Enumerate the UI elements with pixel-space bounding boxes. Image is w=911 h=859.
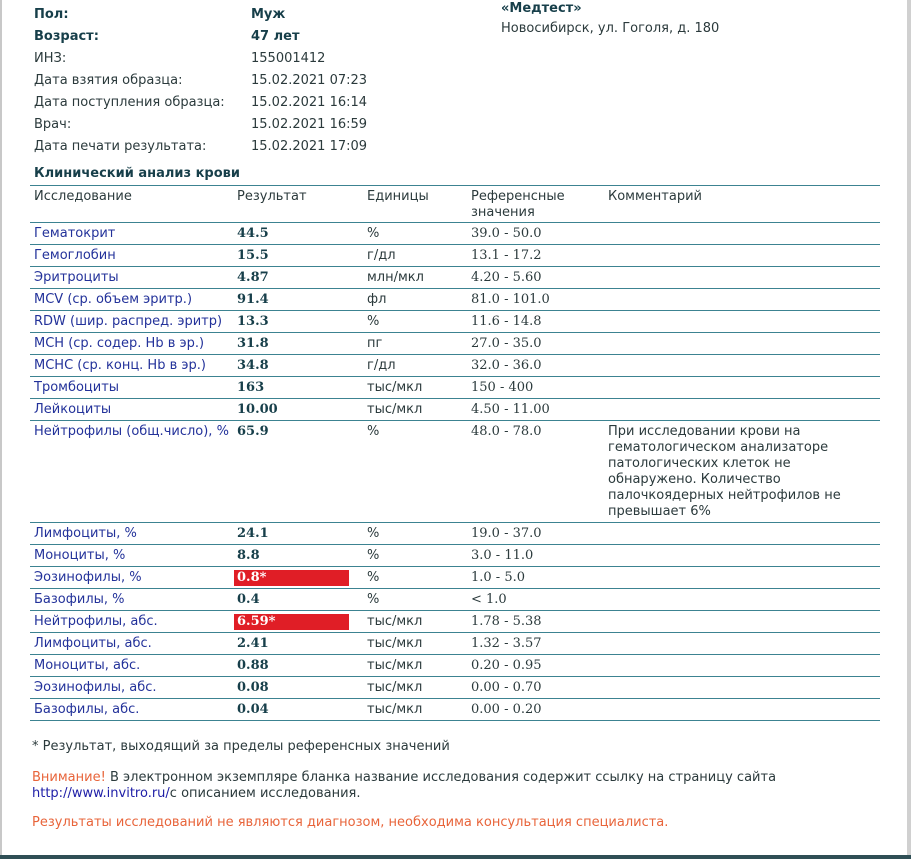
test-units: г/дл <box>363 245 467 267</box>
patient-info-row <box>34 135 494 157</box>
test-comment <box>604 567 880 589</box>
table-row <box>30 267 880 289</box>
test-units: % <box>363 545 467 567</box>
table-row <box>30 699 880 721</box>
test-comment <box>604 677 880 699</box>
patient-info-value: 15.02.2021 16:59 <box>251 116 368 132</box>
test-units: млн/мкл <box>363 267 467 289</box>
test-units: тыс/мкл <box>363 611 467 633</box>
test-name[interactable]: Моноциты, % <box>30 545 233 567</box>
test-result-value: 44.5 <box>237 226 269 241</box>
test-result-value: 0.4 <box>237 592 260 607</box>
lab-address: Новосибирск, ул. Гоголя, д. 180 <box>501 21 720 36</box>
section-title: Клинический анализ крови <box>34 166 240 181</box>
test-result-value: 8.8 <box>237 548 260 563</box>
test-reference: 1.32 - 3.57 <box>467 633 604 655</box>
test-result <box>233 567 363 589</box>
test-result-value: 15.5 <box>237 248 269 263</box>
disclaimer: Результаты исследований не являются диагнозом, необходима консультация специалиста. <box>32 815 669 830</box>
test-name[interactable]: Эритроциты <box>30 267 233 289</box>
test-reference: 4.20 - 5.60 <box>467 267 604 289</box>
test-result-value: 91.4 <box>237 292 269 307</box>
patient-info-row <box>34 69 494 91</box>
test-reference: 13.1 - 17.2 <box>467 245 604 267</box>
test-name[interactable]: Гемоглобин <box>30 245 233 267</box>
test-reference: < 1.0 <box>467 589 604 611</box>
patient-info-row <box>34 91 494 113</box>
test-result <box>233 523 363 545</box>
table-row <box>30 589 880 611</box>
table-row <box>30 245 880 267</box>
test-result <box>233 545 363 567</box>
patient-info-row <box>34 113 494 135</box>
invitro-link[interactable]: http://www.invitro.ru/ <box>32 786 170 801</box>
table-row <box>30 545 880 567</box>
test-result <box>233 223 363 245</box>
test-result <box>233 589 363 611</box>
header-comment: Комментарий <box>604 186 880 223</box>
test-comment <box>604 633 880 655</box>
test-units: тыс/мкл <box>363 399 467 421</box>
patient-info-value: 15.02.2021 16:14 <box>251 94 368 110</box>
test-reference: 48.0 - 78.0 <box>467 421 604 523</box>
test-units: г/дл <box>363 355 467 377</box>
notice-text-after: с описанием исследования. <box>169 786 361 801</box>
test-units: % <box>363 523 467 545</box>
test-result-value: 2.41 <box>237 636 269 651</box>
table-row <box>30 655 880 677</box>
test-units: тыс/мкл <box>363 633 467 655</box>
table-row <box>30 523 880 545</box>
test-reference: 1.78 - 5.38 <box>467 611 604 633</box>
test-comment <box>604 377 880 399</box>
test-comment <box>604 589 880 611</box>
test-reference: 150 - 400 <box>467 377 604 399</box>
header-reference: Референсные значения <box>467 186 604 223</box>
table-row <box>30 355 880 377</box>
patient-info-row <box>34 3 494 25</box>
test-reference: 81.0 - 101.0 <box>467 289 604 311</box>
test-comment <box>604 421 880 523</box>
test-result <box>233 333 363 355</box>
patient-info-label: Врач: <box>34 116 72 132</box>
patient-info-value: 47 лет <box>251 28 300 44</box>
footnote: * Результат, выходящий за пределы референсных значений <box>32 739 450 754</box>
table-row <box>30 333 880 355</box>
test-units: % <box>363 589 467 611</box>
test-name[interactable]: Гематокрит <box>30 223 233 245</box>
test-result <box>233 699 363 721</box>
test-units: % <box>363 223 467 245</box>
test-reference: 11.6 - 14.8 <box>467 311 604 333</box>
test-result <box>233 655 363 677</box>
test-result-value: 31.8 <box>237 336 269 351</box>
patient-info-label: ИНЗ: <box>34 50 67 66</box>
test-units: % <box>363 567 467 589</box>
test-result <box>233 377 363 399</box>
test-comment <box>604 333 880 355</box>
patient-info-value: Муж <box>251 6 286 22</box>
table-row <box>30 611 880 633</box>
test-reference: 39.0 - 50.0 <box>467 223 604 245</box>
test-result <box>233 633 363 655</box>
test-comment <box>604 611 880 633</box>
patient-info <box>34 3 494 157</box>
test-reference: 4.50 - 11.00 <box>467 399 604 421</box>
test-name[interactable]: Базофилы, абс. <box>30 699 233 721</box>
test-result <box>233 289 363 311</box>
test-comment <box>604 289 880 311</box>
header-units: Единицы <box>363 186 467 223</box>
test-name[interactable]: MCHC (ср. конц. Hb в эр.) <box>30 355 233 377</box>
test-units: фл <box>363 289 467 311</box>
table-row <box>30 311 880 333</box>
notice-text: В электронном экземпляре бланка название исследования содержит ссылку на страницу сайта <box>105 770 777 785</box>
test-comment <box>604 355 880 377</box>
lab-name: «Медтест» <box>501 1 582 16</box>
test-units: пг <box>363 333 467 355</box>
test-result-value: 0.08 <box>237 680 269 695</box>
test-units: тыс/мкл <box>363 377 467 399</box>
test-name[interactable]: Базофилы, % <box>30 589 233 611</box>
test-name[interactable]: MCH (ср. содер. Hb в эр.) <box>30 333 233 355</box>
test-name[interactable]: MCV (ср. объем эритр.) <box>30 289 233 311</box>
test-result <box>233 311 363 333</box>
test-comment <box>604 223 880 245</box>
test-name[interactable]: Лимфоциты, % <box>30 523 233 545</box>
table-row <box>30 677 880 699</box>
window-frame-right <box>907 0 911 859</box>
table-row <box>30 421 880 523</box>
lab-info <box>501 0 891 40</box>
test-result-value: 4.87 <box>237 270 269 285</box>
test-name[interactable]: RDW (шир. распред. эритр) <box>30 311 233 333</box>
table-row <box>30 567 880 589</box>
test-units: тыс/мкл <box>363 699 467 721</box>
patient-info-label: Дата печати результата: <box>34 138 207 154</box>
test-result <box>233 399 363 421</box>
test-comment <box>604 399 880 421</box>
test-name[interactable]: Тромбоциты <box>30 377 233 399</box>
test-name[interactable]: Лейкоциты <box>30 399 233 421</box>
test-comment <box>604 655 880 677</box>
test-comment <box>604 267 880 289</box>
test-result-value: 65.9 <box>237 424 269 439</box>
notice-warning-label: Внимание! <box>32 770 106 785</box>
window-frame-bottom <box>0 855 911 859</box>
test-comment <box>604 523 880 545</box>
test-comment <box>604 311 880 333</box>
patient-info-row <box>34 25 494 47</box>
test-name[interactable]: Лимфоциты, абс. <box>30 633 233 655</box>
test-units: % <box>363 311 467 333</box>
table-row <box>30 633 880 655</box>
patient-info-label: Пол: <box>34 6 69 22</box>
test-reference: 0.00 - 0.70 <box>467 677 604 699</box>
test-result <box>233 421 363 523</box>
test-comment <box>604 545 880 567</box>
test-result-flagged: 0.8* <box>234 570 349 586</box>
test-reference: 27.0 - 35.0 <box>467 333 604 355</box>
test-comment <box>604 699 880 721</box>
test-result-value: 0.88 <box>237 658 269 673</box>
test-result-flagged: 6.59* <box>234 614 349 630</box>
test-name[interactable]: Нейтрофилы, абс. <box>30 611 233 633</box>
results-table <box>30 185 880 721</box>
patient-info-value: 15.02.2021 07:23 <box>251 72 368 88</box>
test-reference: 1.0 - 5.0 <box>467 567 604 589</box>
test-units: тыс/мкл <box>363 655 467 677</box>
header-name: Исследование <box>30 186 233 223</box>
test-units: тыс/мкл <box>363 677 467 699</box>
test-result-value: 34.8 <box>237 358 269 373</box>
test-name[interactable]: Нейтрофилы (общ.число), % <box>30 421 233 523</box>
test-reference: 3.0 - 11.0 <box>467 545 604 567</box>
test-comment-value: При исследовании крови на гематологическом анализаторе патологических клеток не обнаружено. Количество палочкоядерных нейтрофилов не превышает 6% <box>608 424 841 519</box>
table-row <box>30 377 880 399</box>
patient-info-value: 15.02.2021 17:09 <box>251 138 368 154</box>
patient-info-label: Возраст: <box>34 28 99 44</box>
test-result <box>233 611 363 633</box>
test-result <box>233 677 363 699</box>
patient-info-label: Дата поступления образца: <box>34 94 225 110</box>
notice <box>32 770 892 802</box>
test-result-value: 0.04 <box>237 702 269 717</box>
test-result <box>233 267 363 289</box>
test-comment <box>604 245 880 267</box>
test-result <box>233 245 363 267</box>
test-result <box>233 355 363 377</box>
test-result-value: 10.00 <box>237 402 278 417</box>
test-name[interactable]: Эозинофилы, абс. <box>30 677 233 699</box>
test-reference: 0.00 - 0.20 <box>467 699 604 721</box>
table-row <box>30 289 880 311</box>
table-row <box>30 223 880 245</box>
test-units: % <box>363 421 467 523</box>
header-result: Результат <box>233 186 363 223</box>
test-result-value: 13.3 <box>237 314 269 329</box>
test-result-value: 24.1 <box>237 526 269 541</box>
test-reference: 0.20 - 0.95 <box>467 655 604 677</box>
test-reference: 19.0 - 37.0 <box>467 523 604 545</box>
test-reference: 32.0 - 36.0 <box>467 355 604 377</box>
test-name[interactable]: Моноциты, абс. <box>30 655 233 677</box>
patient-info-value: 155001412 <box>251 50 326 66</box>
table-header-row <box>30 186 880 223</box>
table-row <box>30 399 880 421</box>
patient-info-label: Дата взятия образца: <box>34 72 183 88</box>
test-result-value: 163 <box>237 380 265 395</box>
patient-info-row <box>34 47 494 69</box>
window-frame-left <box>0 0 2 859</box>
test-name[interactable]: Эозинофилы, % <box>30 567 233 589</box>
